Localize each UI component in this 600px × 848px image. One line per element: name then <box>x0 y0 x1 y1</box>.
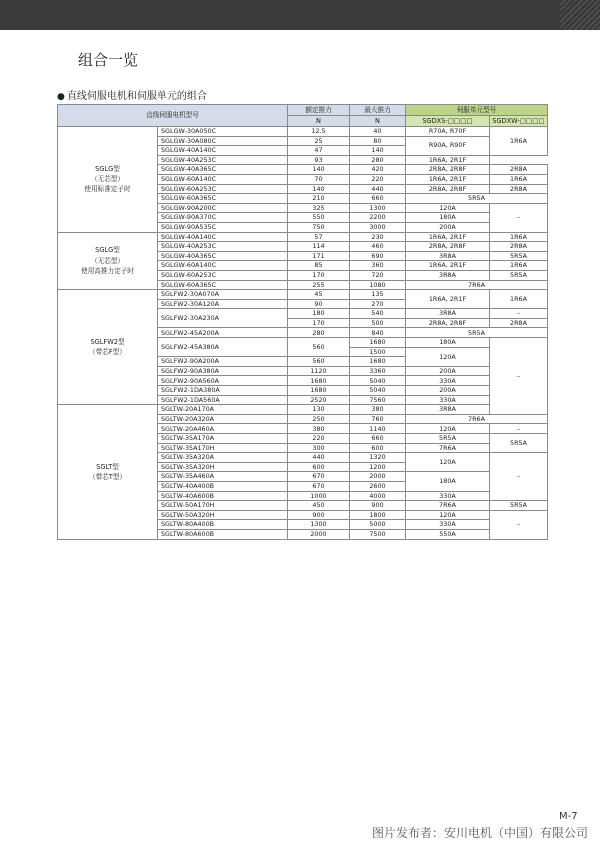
max-force: 1800 <box>350 510 406 520</box>
motor-model: SGLTW-35A320H <box>158 462 288 472</box>
header-rated-unit: N <box>288 116 350 127</box>
page-number: M-7 <box>559 811 578 822</box>
sgdxw-model: 1R6A <box>490 174 548 184</box>
max-force: 690 <box>350 251 406 261</box>
motor-model: SGLFW2-90A200A <box>158 357 288 367</box>
motor-model: SGLGW-90A200C <box>158 203 288 213</box>
rated-force: 255 <box>288 280 350 290</box>
group-label: SGLFW2型 （带芯F型） <box>58 290 158 405</box>
motor-model: SGLFW2-30A230A <box>158 309 288 328</box>
header-sgdxs: SGDXS-□□□□ <box>406 116 490 127</box>
servo-unit-common: 7R6A <box>406 280 548 290</box>
max-force: 720 <box>350 270 406 280</box>
sgdxs-model: 1R6A, 2R1F <box>406 155 490 165</box>
rated-force: 1000 <box>288 491 350 501</box>
rated-force: 140 <box>288 184 350 194</box>
sgdxs-model: 2R8A, 2R8F <box>406 242 490 252</box>
header-motor-model: 直线伺服电机型号 <box>58 105 288 127</box>
table-row <box>58 405 548 415</box>
rated-force: 250 <box>288 414 350 424</box>
motor-model: SGLFW2-45A200A <box>158 328 288 338</box>
motor-model: SGLTW-35A170A <box>158 434 288 444</box>
banner-hatch <box>560 0 600 30</box>
motor-model: SGLTW-35A170H <box>158 443 288 453</box>
sgdxs-model: 2R8A, 2R8F <box>406 184 490 194</box>
header-max-unit: N <box>350 116 406 127</box>
page-title: 组合一览 <box>78 51 139 69</box>
group-label: SGLT型 （带芯T型） <box>58 405 158 539</box>
header-rated-force: 额定推力 <box>288 105 350 116</box>
sgdxw-model: 5R5A <box>490 251 548 261</box>
max-force: 660 <box>350 194 406 204</box>
max-force: 1080 <box>350 280 406 290</box>
max-force: 380 <box>350 405 406 415</box>
rated-force: 130 <box>288 405 350 415</box>
sgdxw-model: – <box>490 453 548 501</box>
max-force: 7560 <box>350 395 406 405</box>
rated-force: 70 <box>288 174 350 184</box>
motor-model: SGLTW-50A320H <box>158 510 288 520</box>
rated-force: 560 <box>288 357 350 367</box>
sgdxs-model: 2R8A, 2R8F <box>406 165 490 175</box>
sgdxw-model: 5R5A <box>490 270 548 280</box>
max-force: 2000 <box>350 472 406 482</box>
sgdxs-model: 7R6A <box>406 501 490 511</box>
sgdxw-model: 2R8A <box>490 318 548 328</box>
sgdxs-model: 550A <box>406 529 490 539</box>
motor-model: SGLTW-20A460A <box>158 424 288 434</box>
servo-unit-common: 5R5A <box>406 328 548 338</box>
sgdxw-model: 5R5A <box>490 501 548 511</box>
motor-model: SGLFW2-30A070A <box>158 290 288 300</box>
max-force: 230 <box>350 232 406 242</box>
sgdxw-model: 5R5A <box>490 434 548 453</box>
combination-table-wrapper <box>57 104 547 540</box>
motor-model: SGLTW-80A600B <box>158 529 288 539</box>
max-force: 460 <box>350 242 406 252</box>
sgdxs-model: 3R8A <box>406 270 490 280</box>
motor-model: SGLTW-20A320A <box>158 414 288 424</box>
max-force: 2600 <box>350 481 406 491</box>
max-force: 5000 <box>350 520 406 530</box>
sgdxw-model: 1R6A <box>490 232 548 242</box>
motor-model: SGLFW2-45A380A <box>158 338 288 357</box>
rated-force: 550 <box>288 213 350 223</box>
max-force: 2200 <box>350 213 406 223</box>
rated-force: 2000 <box>288 529 350 539</box>
max-force: 360 <box>350 261 406 271</box>
rated-force: 900 <box>288 510 350 520</box>
motor-model: SGLFW2-1DA380A <box>158 386 288 396</box>
max-force: 7500 <box>350 529 406 539</box>
max-force: 280 <box>350 155 406 165</box>
sgdxs-model: 200A <box>406 222 490 232</box>
rated-force: 600 <box>288 462 350 472</box>
sgdxs-model: 200A <box>406 366 490 376</box>
sgdxs-model: 330A <box>406 491 490 501</box>
max-force: 840 <box>350 328 406 338</box>
motor-model: SGLTW-35A460A <box>158 472 288 482</box>
sgdxs-model: 120A <box>406 347 490 366</box>
rated-force: 171 <box>288 251 350 261</box>
group-label: SGLG型 （无芯型） 使用高推力定子时 <box>58 232 158 290</box>
sgdxs-model: R90A, R90F <box>406 136 490 155</box>
rated-force: 750 <box>288 222 350 232</box>
motor-model: SGLTW-50A170H <box>158 501 288 511</box>
sgdxs-model: 1R6A, 2R1F <box>406 174 490 184</box>
max-force: 1200 <box>350 462 406 472</box>
rated-force: 220 <box>288 434 350 444</box>
rated-force: 210 <box>288 194 350 204</box>
max-force: 660 <box>350 434 406 444</box>
motor-model: SGLTW-35A320A <box>158 453 288 463</box>
rated-force: 114 <box>288 242 350 252</box>
motor-model: SGLGW-60A253C <box>158 184 288 194</box>
rated-force: 45 <box>288 290 350 300</box>
sgdxs-model: 1R6A, 2R1F <box>406 232 490 242</box>
max-force: 1300 <box>350 203 406 213</box>
sgdxs-model: 2R8A, 2R8F <box>406 318 490 328</box>
motor-model: SGLGW-40A140C <box>158 232 288 242</box>
rated-force: 450 <box>288 501 350 511</box>
max-force: 140 <box>350 146 406 156</box>
sgdxs-model: 180A <box>406 472 490 491</box>
motor-model: SGLGW-60A365C <box>158 194 288 204</box>
rated-force: 2520 <box>288 395 350 405</box>
max-force: 1680 <box>350 338 406 348</box>
rated-force: 12.5 <box>288 127 350 137</box>
header-servo-unit: 伺服单元型号 <box>406 105 548 116</box>
sgdxs-model: 3R8A <box>406 405 490 415</box>
motor-model: SGLFW2-1DA560A <box>158 395 288 405</box>
rated-force: 180 <box>288 309 350 319</box>
rated-force: 1680 <box>288 376 350 386</box>
sgdxs-model: R70A, R70F <box>406 127 490 137</box>
motor-model: SGLTW-80A400B <box>158 520 288 530</box>
sgdxs-model: 1R6A, 2R1F <box>406 261 490 271</box>
top-banner <box>0 0 600 30</box>
sgdxs-model: 330A <box>406 376 490 386</box>
max-force: 540 <box>350 309 406 319</box>
sgdxs-model: 330A <box>406 520 490 530</box>
rated-force: 280 <box>288 328 350 338</box>
motor-model: SGLGW-40A365C <box>158 165 288 175</box>
motor-model: SGLGW-30A050C <box>158 127 288 137</box>
rated-force: 1680 <box>288 386 350 396</box>
rated-force: 300 <box>288 443 350 453</box>
sgdxs-model: 7R6A <box>406 443 490 453</box>
motor-model: SGLGW-40A253C <box>158 242 288 252</box>
max-force: 1500 <box>350 347 406 357</box>
table-row <box>58 232 548 242</box>
table-row <box>58 127 548 137</box>
motor-model: SGLGW-40A140C <box>158 146 288 156</box>
motor-model: SGLGW-40A365C <box>158 251 288 261</box>
sgdxw-model: – <box>490 424 548 434</box>
max-force: 5040 <box>350 376 406 386</box>
sgdxs-model: 180A <box>406 213 490 223</box>
motor-model: SGLGW-90A370C <box>158 213 288 223</box>
group-label: SGLG型 （无芯型） 使用标准定子时 <box>58 127 158 233</box>
motor-model: SGLGW-30A080C <box>158 136 288 146</box>
sgdxs-model: 180A <box>406 338 490 348</box>
motor-model: SGLGW-60A140C <box>158 261 288 271</box>
servo-unit-common: 5R5A <box>406 194 548 204</box>
max-force: 760 <box>350 414 406 424</box>
max-force: 420 <box>350 165 406 175</box>
motor-model: SGLTW-20A170A <box>158 405 288 415</box>
sgdxw-model: 2R8A <box>490 165 548 175</box>
sgdxs-model: 120A <box>406 203 490 213</box>
rated-force: 170 <box>288 270 350 280</box>
header-sgdxw: SGDXW-□□□□ <box>490 116 548 127</box>
sgdxs-model: 1R6A, 2R1F <box>406 290 490 309</box>
servo-unit-common: 7R6A <box>406 414 548 424</box>
motor-model: SGLTW-40A400B <box>158 481 288 491</box>
rated-force: 380 <box>288 424 350 434</box>
rated-force: 440 <box>288 453 350 463</box>
combination-table <box>57 104 548 540</box>
max-force: 600 <box>350 443 406 453</box>
sgdxs-model: 5R5A <box>406 434 490 444</box>
sgdxw-model: 1R6A <box>490 261 548 271</box>
sgdxw-model: 2R8A <box>490 184 548 194</box>
sgdxw-model: – <box>490 203 548 232</box>
sgdxs-model: 120A <box>406 510 490 520</box>
sgdxs-model: 3R8A <box>406 251 490 261</box>
max-force: 220 <box>350 174 406 184</box>
bullet-icon: ● <box>57 92 65 102</box>
motor-model: SGLTW-40A600B <box>158 491 288 501</box>
rated-force: 560 <box>288 338 350 357</box>
max-force: 500 <box>350 318 406 328</box>
rated-force: 57 <box>288 232 350 242</box>
max-force: 135 <box>350 290 406 300</box>
rated-force: 25 <box>288 136 350 146</box>
header-max-force: 最大推力 <box>350 105 406 116</box>
motor-model: SGLGW-60A140C <box>158 174 288 184</box>
sgdxw-model: – <box>490 338 548 415</box>
sgdxs-model: 3R8A <box>406 309 490 319</box>
footer-credit: 图片发布者：安川电机（中国）有限公司 <box>371 826 588 840</box>
max-force: 3360 <box>350 366 406 376</box>
max-force: 1320 <box>350 453 406 463</box>
section-title <box>57 87 207 102</box>
max-force: 1680 <box>350 357 406 367</box>
max-force: 3000 <box>350 222 406 232</box>
motor-model: SGLGW-60A253C <box>158 270 288 280</box>
rated-force: 325 <box>288 203 350 213</box>
rated-force: 85 <box>288 261 350 271</box>
rated-force: 47 <box>288 146 350 156</box>
rated-force: 670 <box>288 472 350 482</box>
motor-model: SGLFW2-90A560A <box>158 376 288 386</box>
table-row <box>58 290 548 300</box>
sgdxw-model: 2R8A <box>490 242 548 252</box>
max-force: 270 <box>350 299 406 309</box>
motor-model: SGLFW2-90A380A <box>158 366 288 376</box>
sgdxs-model: 120A <box>406 424 490 434</box>
rated-force: 170 <box>288 318 350 328</box>
sgdxs-model: 330A <box>406 395 490 405</box>
sgdxs-model: 200A <box>406 386 490 396</box>
motor-model: SGLFW2-30A120A <box>158 299 288 309</box>
max-force: 440 <box>350 184 406 194</box>
motor-model: SGLGW-60A365C <box>158 280 288 290</box>
max-force: 1140 <box>350 424 406 434</box>
sgdxw-model: – <box>490 510 548 539</box>
max-force: 5040 <box>350 386 406 396</box>
rated-force: 90 <box>288 299 350 309</box>
rated-force: 140 <box>288 165 350 175</box>
max-force: 900 <box>350 501 406 511</box>
max-force: 40 <box>350 127 406 137</box>
motor-model: SGLGW-90A535C <box>158 222 288 232</box>
rated-force: 1300 <box>288 520 350 530</box>
sgdxw-model: 1R6A <box>490 290 548 309</box>
table-body <box>58 127 548 540</box>
max-force: 4000 <box>350 491 406 501</box>
sgdxw-model: 1R6A <box>490 127 548 156</box>
max-force: 80 <box>350 136 406 146</box>
motor-model: SGLGW-40A253C <box>158 155 288 165</box>
rated-force: 670 <box>288 481 350 491</box>
section-title-text: 直线伺服电机和伺服单元的组合 <box>66 91 207 102</box>
rated-force: 93 <box>288 155 350 165</box>
sgdxs-model: 120A <box>406 453 490 472</box>
rated-force: 1120 <box>288 366 350 376</box>
sgdxw-model: – <box>490 309 548 319</box>
